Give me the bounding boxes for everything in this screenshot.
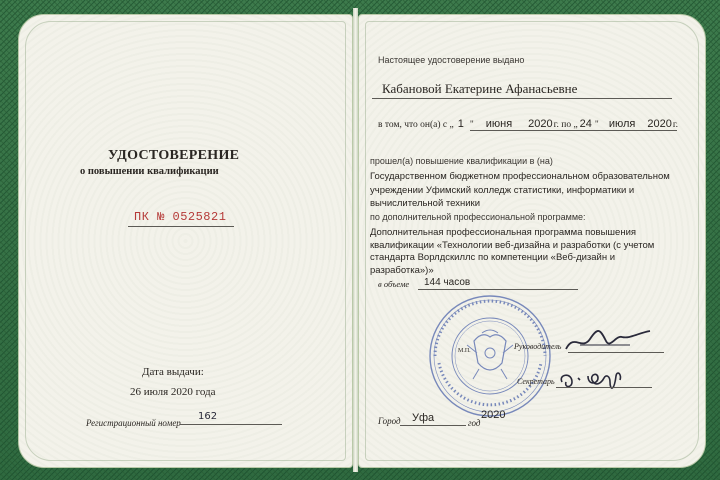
year-value: 2020: [481, 409, 506, 421]
city-value: Уфа: [412, 412, 435, 424]
training-period: [378, 118, 678, 130]
end-month: июля: [608, 118, 636, 130]
serial-number: ПК № 0525821: [134, 210, 227, 224]
city-label: Город: [378, 416, 401, 426]
certificate-subtitle: о повышении квалификации: [80, 166, 219, 177]
volume-underline: [418, 289, 578, 290]
program-label: по дополнительной профессиональной программе:: [370, 212, 586, 222]
serial-underline: [128, 226, 234, 227]
stamp-label: М.П.: [458, 348, 471, 354]
period-suffix: г.: [672, 120, 679, 130]
program-name: Дополнительная профессиональная программа повышения квалификации «Технологии веб-дизайна и разработки (с учетом стандарта Ворлдскиллс по компетенции «Веб-дизайн и разработка»)»: [370, 227, 655, 276]
issued-to-label: Настоящее удостоверение выдано: [378, 55, 525, 65]
issue-date: 26 июля 2020 года: [130, 386, 216, 398]
registration-number: 162: [198, 411, 218, 422]
head-signature-line: [568, 352, 664, 353]
left-page: [18, 14, 353, 468]
secretary-label: Секретарь: [517, 377, 555, 386]
start-day: 1: [457, 118, 464, 130]
year-label: год: [468, 418, 481, 428]
completed-label: прошел(а) повышение квалификации в (на): [370, 156, 553, 166]
end-sep: ": [594, 120, 599, 130]
secretary-signature-line: [556, 387, 652, 388]
city-underline: [400, 425, 466, 426]
start-month: июня: [485, 118, 513, 130]
start-year: 2020: [528, 118, 553, 130]
period-mid: г. по „: [553, 120, 578, 130]
end-day: 24: [579, 118, 592, 130]
volume-label: в объеме: [378, 279, 410, 289]
volume-value: 144 часов: [424, 277, 471, 288]
registration-label: Регистрационный номер: [86, 418, 181, 428]
coat-of-arms-seal-icon: [427, 293, 553, 419]
registration-underline: [180, 424, 282, 425]
certificate-title: УДОСТОВЕРЕНИЕ: [108, 148, 240, 163]
recipient-name: Кабановой Екатерине Афанасьевне: [382, 81, 578, 96]
head-label: Руководитель: [514, 342, 562, 351]
name-underline: [372, 98, 672, 99]
period-underline: [470, 130, 677, 131]
start-sep: ": [469, 120, 474, 130]
issue-date-label: Дата выдачи:: [142, 366, 204, 378]
period-prefix: в том, что он(а) с „: [378, 120, 454, 130]
end-year: 2020: [647, 118, 672, 130]
institution-name: Государственном бюджетном профессиональном образовательном учреждении Уфимский колледж статистики, информатики и вычислительной техники: [370, 171, 670, 209]
secretary-signature-icon: [556, 360, 636, 394]
